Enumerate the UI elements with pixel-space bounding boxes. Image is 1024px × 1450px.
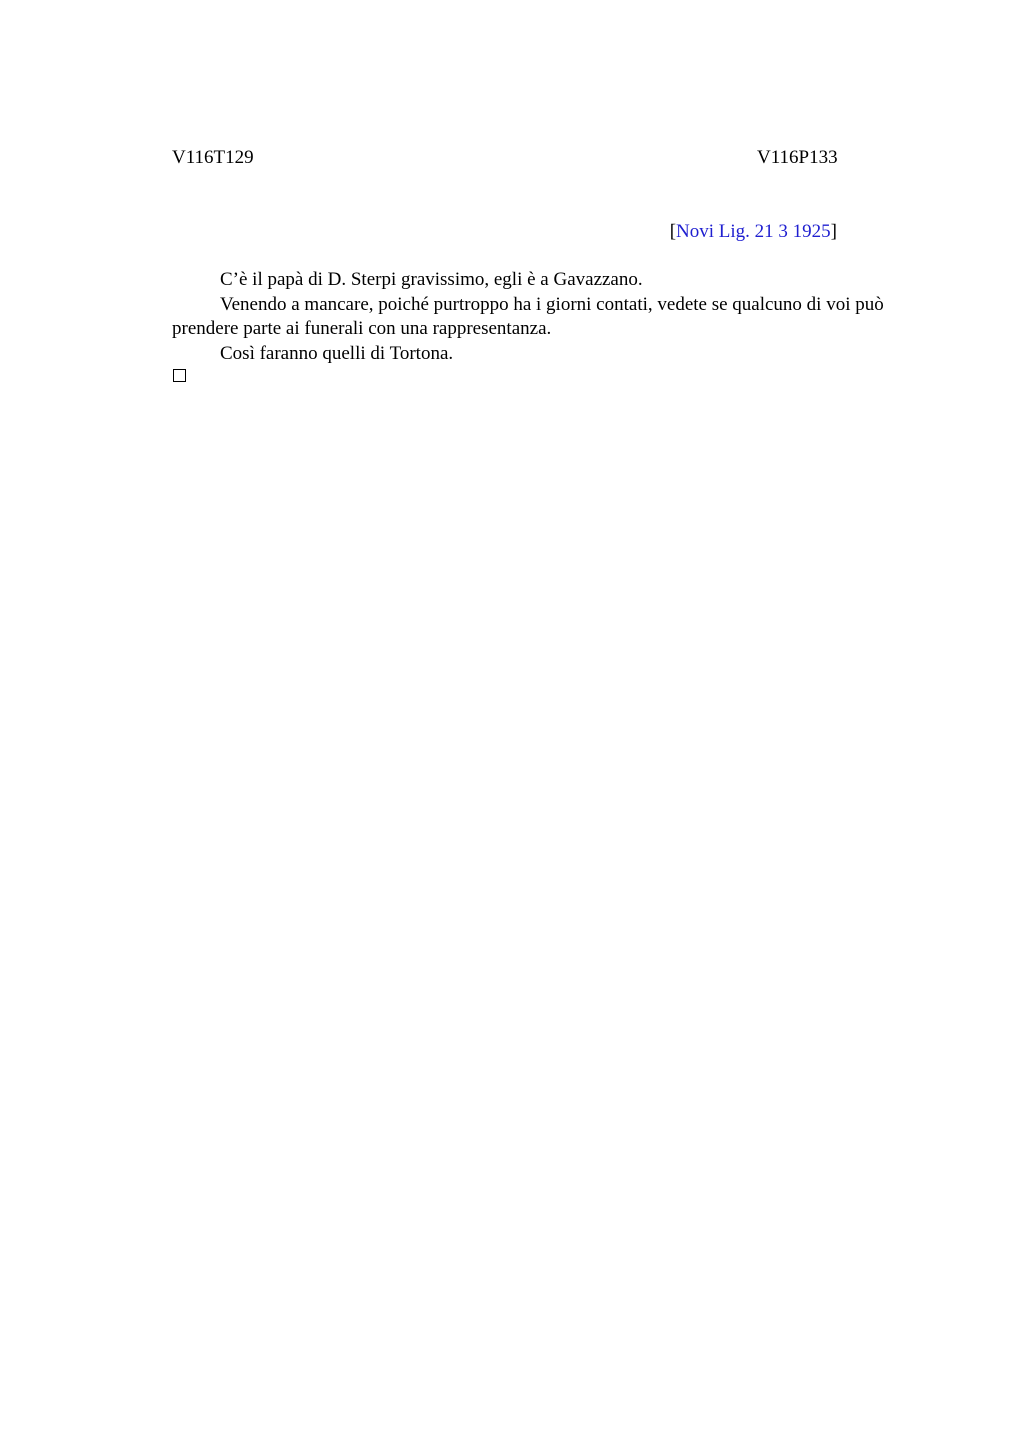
paragraph-2: Venendo a mancare, poiché purtroppo ha i giorni contati, vedete se qualcuno di voi può prendere parte ai funerali con una rappresentanza. (172, 293, 884, 339)
empty-square-icon (173, 369, 186, 382)
header-left-code: V116T129 (172, 147, 254, 168)
paragraph-3: Così faranno quelli di Tortona. (220, 342, 454, 364)
date-reference-link[interactable]: Novi Lig. 21 3 1925 (676, 221, 831, 242)
letter-body (172, 268, 897, 366)
header-right-code: V116P133 (757, 147, 838, 168)
paragraph-1: C’è il papà di D. Sterpi gravissimo, egli è a Gavazzano. (220, 269, 643, 290)
date-close-bracket: ] (830, 221, 837, 242)
date-reference (670, 221, 837, 243)
date-open-bracket: [ (669, 221, 677, 242)
